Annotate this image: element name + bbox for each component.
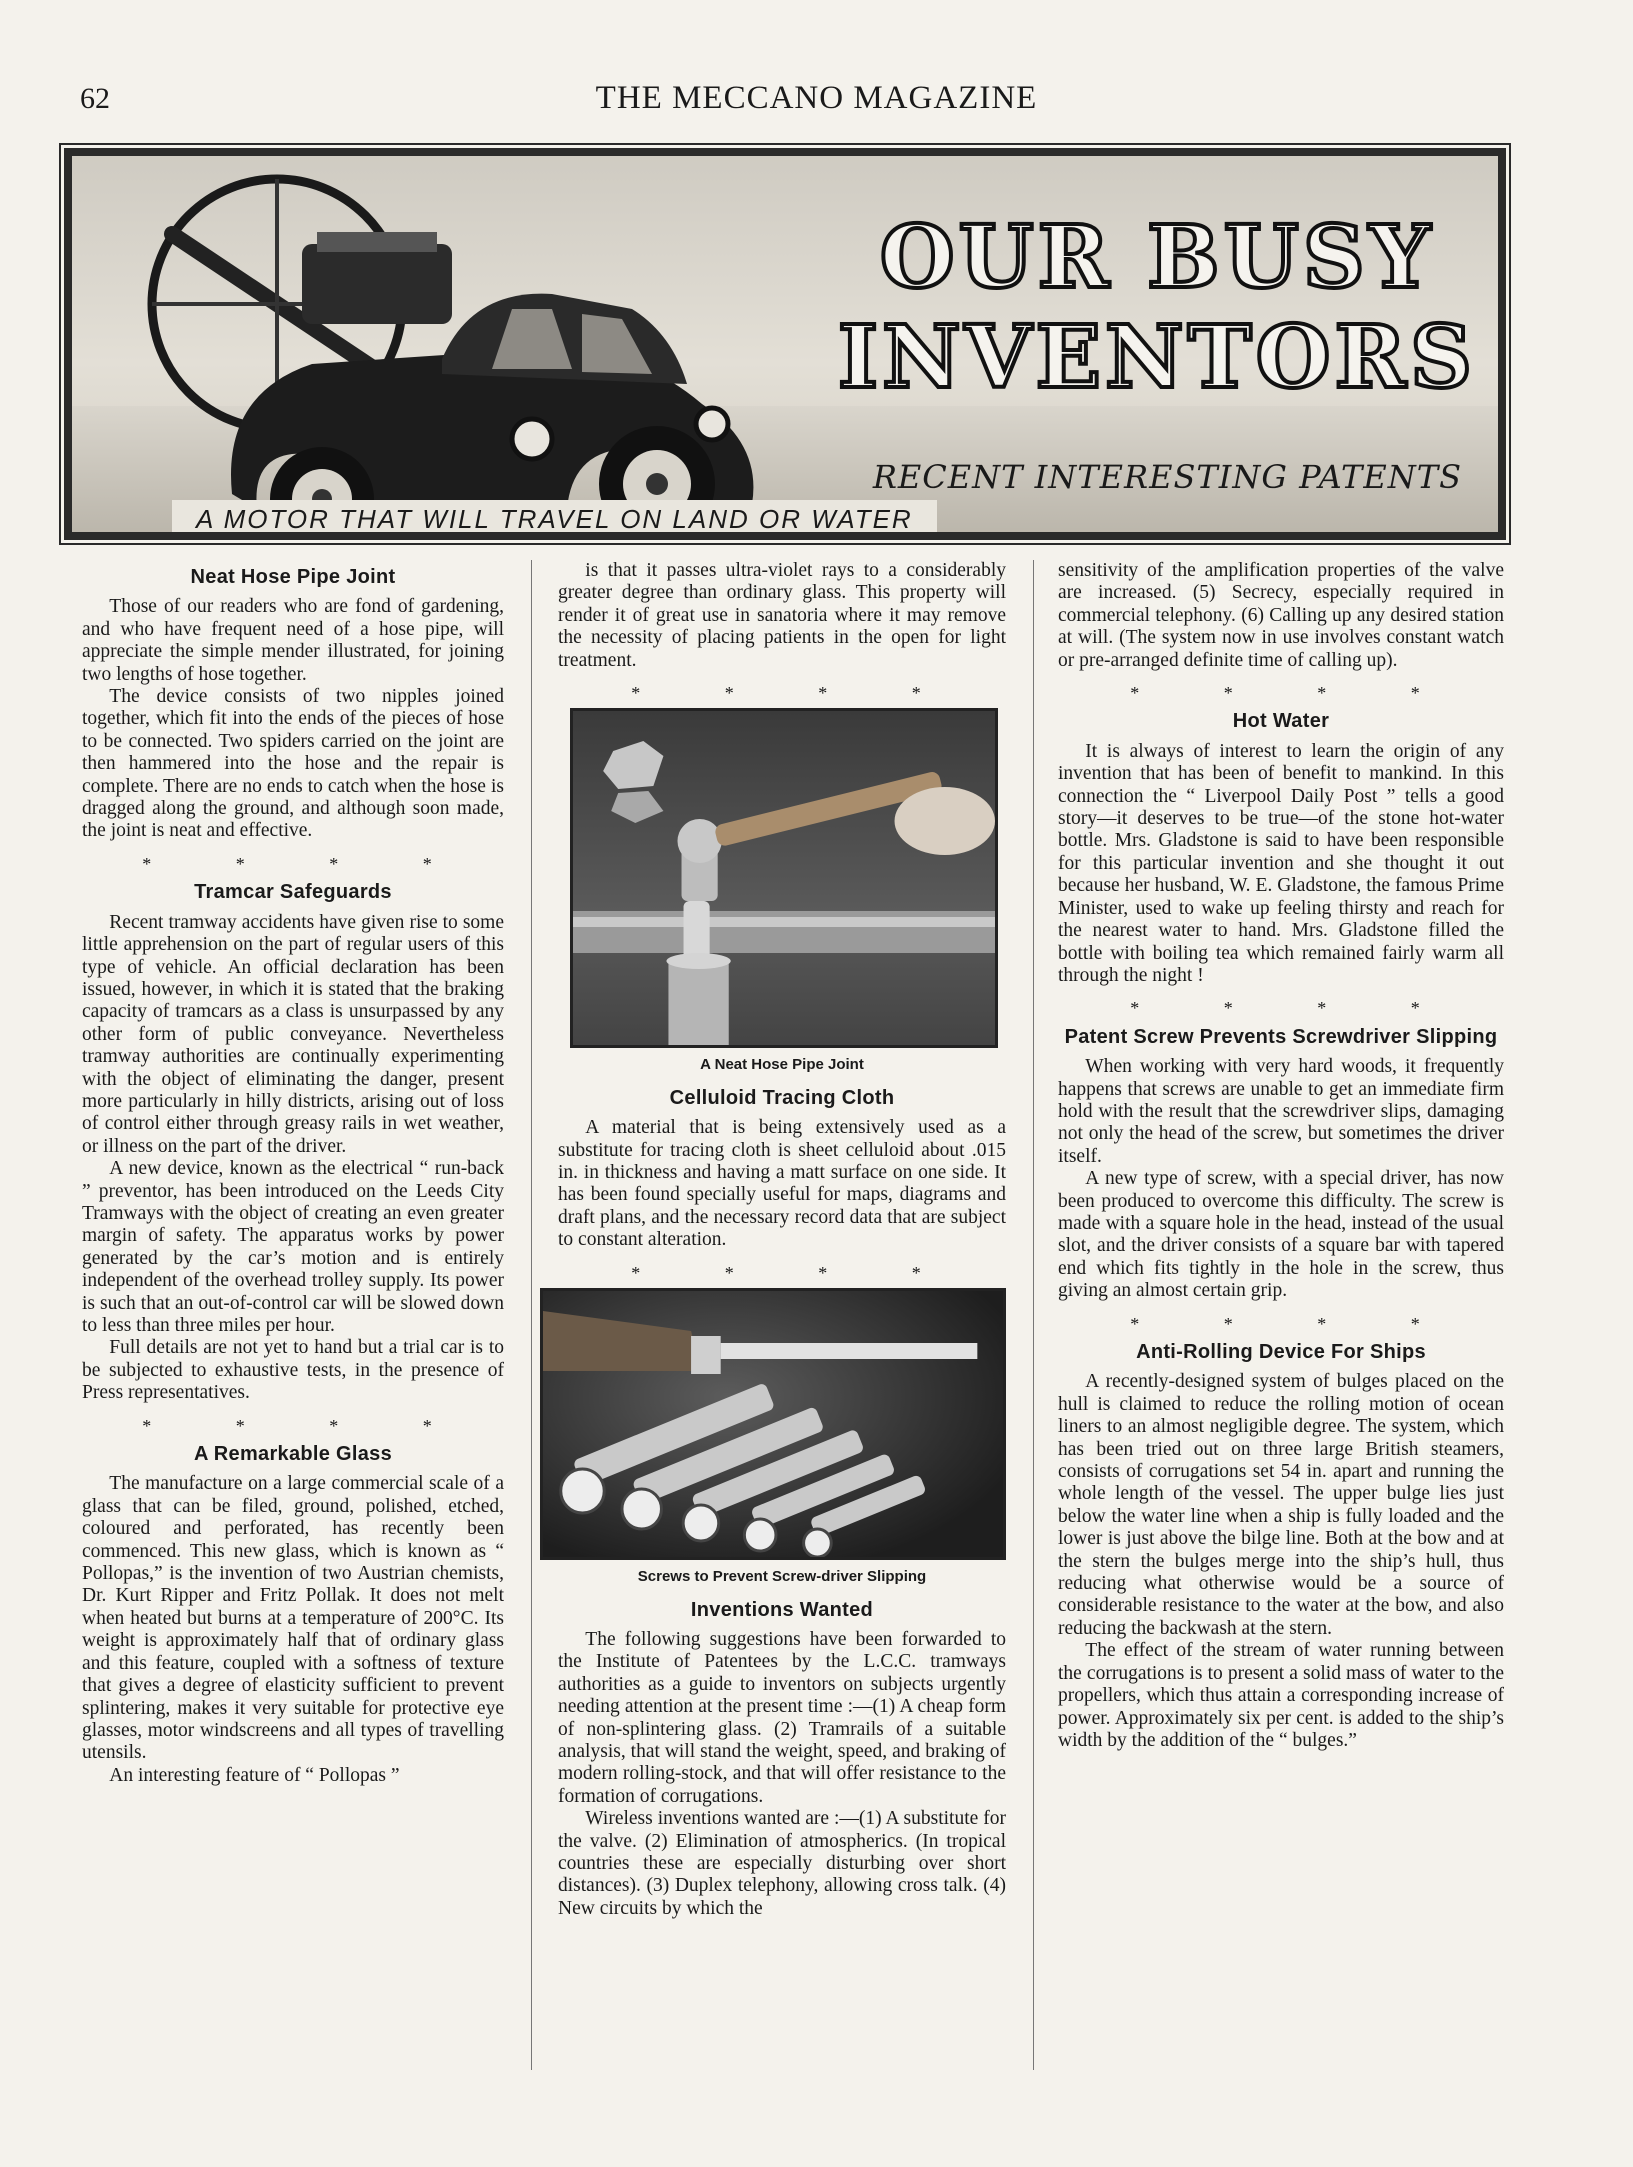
paragraph: An interesting feature of “ Pollopas ” bbox=[109, 1764, 400, 1786]
section-separator: * * * * bbox=[142, 1415, 472, 1436]
heading-remarkable-glass: A Remarkable Glass bbox=[193, 1443, 393, 1466]
paragraph: The following suggestions have been forwarded to the Institute of Patentees by the L.C.C. tramways authorities as a guide to inventors on subjects urgently needing attention at the present time :—(1) A cheap form of non-splintering glass. (2) Tramrails of a suitable analysis, that will stand the weight, speed, and braking of modern rolling-stock, and that will offer resistance to the formation of corrugations. bbox=[558, 1628, 1006, 1807]
column-1 bbox=[82, 560, 504, 1787]
paragraph: A recently-designed system of bulges placed on the hull is claimed to reduce the rolling motion of ocean liners to an almost negligible degree. The system, which has been tried out on three large British steamers, consists of corrugations set 54 in. apart and running the whole length of the vessel. The upper bulge lies just below the water line when a ship is fully loaded and the lower is just above the bilge line. Both at the bow and at the stern the bulges merge into the ship’s hull, thus reducing what otherwise would be a source of considerable resistance to the water at the bow, and also reducing the backwash at the stern. bbox=[1058, 1371, 1504, 1639]
running-head: THE MECCANO MAGAZINE bbox=[595, 80, 1038, 116]
paragraph: Those of our readers who are fond of gardening, and who have frequent need of a hose pipe, will appreciate the simple mender illustrated, for joining two lengths of hose together. bbox=[82, 596, 504, 685]
screws-photo bbox=[540, 1288, 1006, 1560]
paragraph: The manufacture on a large commercial scale of a glass that can be filed, ground, polished, etched, coloured and perforated, has recently been commenced. This new glass, which is known as “ Pollopas,” is the invention of two Austrian chemists, Dr. Kurt Ripper and Fritz Pollak. It does not melt when heated but burns at a temperature of 200°C. Its weight is approximately half that of ordinary glass and this feature, coupled with a softness of texture that gives a degree of elasticity sufficient to prevent splintering, makes it very suitable for protective eye glasses, motor windscreens and all types of travelling utensils. bbox=[82, 1473, 504, 1764]
paragraph: The effect of the stream of water running between the corrugations is to present a solid mass of water to the propellers, which thus attain a corresponding increase of power. Approximately six per cent. is added to the ship’s width by the addition of the “ bulges.” bbox=[1058, 1640, 1504, 1751]
banner-title-line1: OUR BUSY bbox=[879, 207, 1435, 308]
amphibious-car-illustration bbox=[112, 174, 832, 534]
heading-hot-water: Hot Water bbox=[1232, 710, 1330, 733]
column-divider-2 bbox=[1033, 560, 1034, 2070]
section-separator: * * * * bbox=[1130, 1313, 1460, 1334]
heading-hose-pipe-joint: Neat Hose Pipe Joint bbox=[190, 566, 396, 588]
paragraph: Recent tramway accidents have given rise to some little apprehension on the part of regular users of this type of vehicle. An official declaration has been issued, however, in which it is stated that the braking capacity of tramcars as a class is unsurpassed by any other form of public conveyance. Nevertheless tramway authorities are continually experimenting with the object of eliminating the danger, present more particularly in hilly districts, arising out of loss of control either through greasy rails in wet weather, or illness on the part of the driver. bbox=[82, 911, 504, 1157]
heading-inventions-wanted: Inventions Wanted bbox=[690, 1598, 874, 1621]
section-separator: * * * * bbox=[631, 1262, 961, 1283]
heading-patent-screw: Patent Screw Prevents Screwdriver Slipping bbox=[1064, 1025, 1498, 1048]
paragraph: It is always of interest to learn the origin of any invention that has been of benefit to mankind. In this connection the “ Liverpool Daily Post ” tells a good story—it deserves to be true—of the stone hot-water bottle. Mrs. Gladstone is said to have been responsible for this particular invention and she thought it out because her husband, W. E. Gladstone, the famous Prime Minister, used to wake up feeling thirsty and reach for the nearest water to hand. Mrs. Gladstone filled the bottle with boiling tea which remained fairly warm all through the night ! bbox=[1058, 740, 1504, 986]
paragraph: A new type of screw, with a special driver, has now been produced to overcome this difficulty. The screw is made with a square hole in the head, instead of the usual slot, and the driver consists of a square bar with tapered end which fits tightly in the hole in the screw, thus giving an almost certain grip. bbox=[1058, 1168, 1504, 1302]
caption-hose-joint: A Neat Hose Pipe Joint bbox=[700, 1056, 864, 1074]
column-3 bbox=[1058, 560, 1504, 1752]
banner-title bbox=[812, 208, 1502, 408]
paragraph: Wireless inventions wanted are :—(1) A substitute for the valve. (2) Elimination of atmospherics. (In tropical countries these are especially disturbing over short distances). (3) Duplex telephony, allowing cross talk. (4) New circuits by which the bbox=[558, 1808, 1006, 1919]
header-banner bbox=[64, 148, 1506, 540]
heading-celluloid-tracing-cloth: Celluloid Tracing Cloth bbox=[669, 1086, 895, 1109]
heading-tramcar-safeguards: Tramcar Safeguards bbox=[194, 881, 392, 904]
paragraph: A material that is being extensively used as a substitute for tracing cloth is sheet celluloid about .015 in. in thickness and having a matt surface on one side. It has been found specially useful for maps, diagrams and draft plans, and the necessary record data that are subject to constant alteration. bbox=[558, 1117, 1006, 1251]
heading-anti-rolling-device: Anti-Rolling Device For Ships bbox=[1136, 1341, 1426, 1363]
paragraph: sensitivity of the amplification properties of the valve are increased. (5) Secrecy, especially required in commercial telephony. (6) Calling up any desired station at will. (The system now in use involves constant watch or pre-arranged definite time of calling up). bbox=[1058, 560, 1504, 671]
banner-title-line2: INVENTORS bbox=[837, 307, 1477, 408]
paragraph: When working with very hard woods, it frequently happens that screws are unable to get an immediate firm hold with the result that the screwdriver slips, damaging not only the head of the screw, but sometimes the driver itself. bbox=[1058, 1056, 1504, 1167]
section-separator: * * * * bbox=[142, 853, 472, 874]
paragraph: Full details are not yet to hand but a trial car is to be subjected to exhaustive tests, in the presence of Press representatives. bbox=[82, 1337, 504, 1404]
banner-caption: A MOTOR THAT WILL TRAVEL ON LAND OR WATER bbox=[172, 500, 937, 539]
hose-joint-photo bbox=[570, 708, 998, 1048]
section-separator: * * * * bbox=[631, 683, 961, 704]
caption-screws: Screws to Prevent Screw-driver Slipping bbox=[637, 1568, 927, 1586]
paragraph: A new device, known as the electrical “ run-back ” preventor, has been introduced on the Leeds City Tramways with the object of creating an even greater margin of safety. The apparatus works by power generated by the car’s motion and is entirely independent of the overhead trolley supply. Its power is such that an out-of-control car will be slowed down to less than three miles per hour. bbox=[82, 1158, 504, 1336]
page-number: 62 bbox=[80, 82, 110, 115]
column-divider-1 bbox=[531, 560, 532, 2070]
paragraph: is that it passes ultra-violet rays to a considerably greater degree than ordinary glass. This property will render it of great use in sanatoria where it may remove the necessity of placing patients in the open for light treatment. bbox=[558, 560, 1006, 671]
column-2 bbox=[558, 560, 1006, 1920]
section-separator: * * * * bbox=[1130, 683, 1460, 704]
section-separator: * * * * bbox=[1130, 998, 1460, 1019]
banner-subtitle: RECENT INTERESTING PATENTS bbox=[872, 458, 1462, 496]
paragraph: The device consists of two nipples joined together, which fit into the ends of the pieces of hose to be connected. Two spiders carried on the joint are then hammered into the hose and the repair is complete. There are no ends to catch when the hose is dragged along the ground, and although soon made, the joint is neat and effective. bbox=[82, 686, 504, 842]
